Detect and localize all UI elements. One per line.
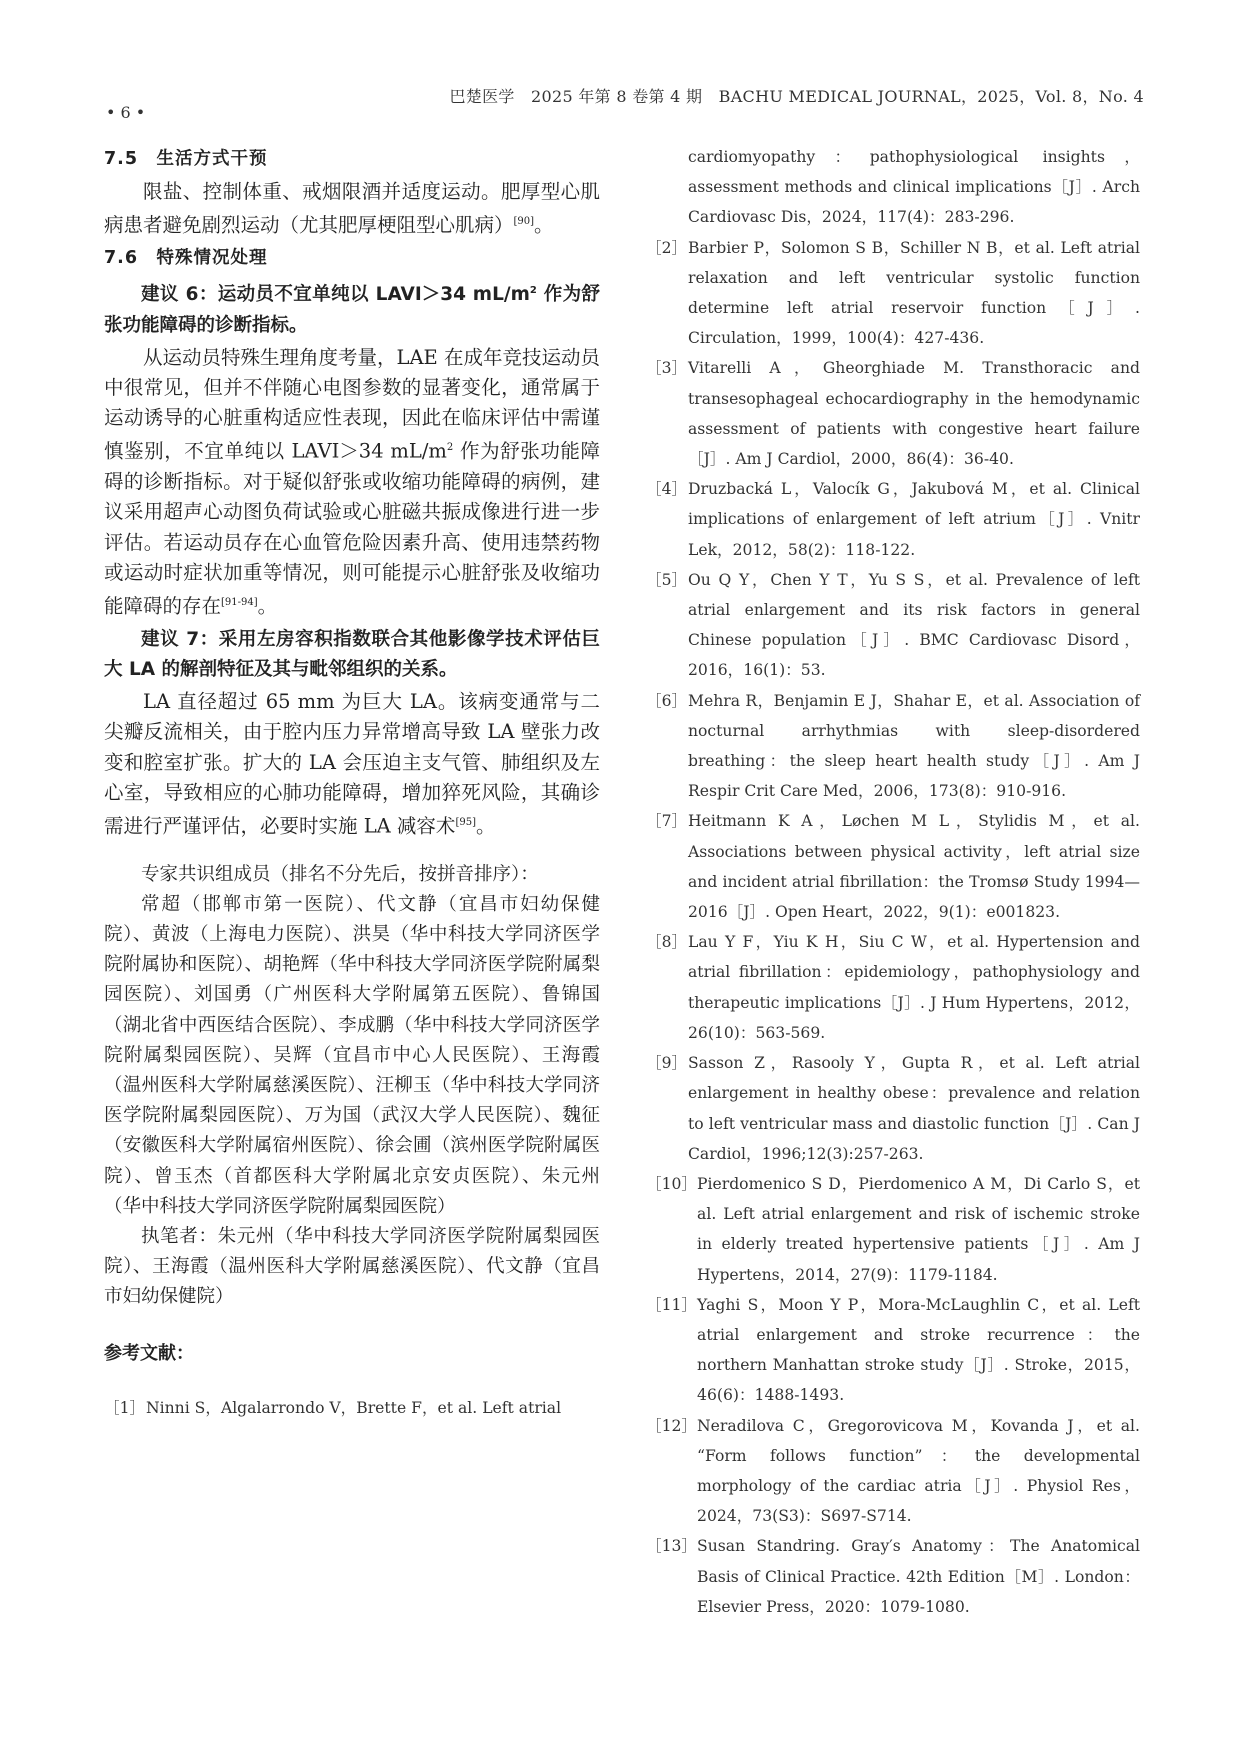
reference-item: [646, 1290, 1140, 1411]
experts-list: 常超（邯郸市第一医院）、代文静（宜昌市妇幼保健院）、黄波（上海电力医院）、洪昊（华中科技大学同济医学院附属协和医院）、胡艳辉（华中科技大学同济医学院附属梨园医院）、刘国勇（广州医科大学附属第五医院）、鲁锦国（湖北省中西医结合医院）、李成鹏（华中科技大学同济医学院附属梨园医院）、吴辉（宜昌市中心人民医院）、王海霞（温州医科大学附属慈溪医院）、汪柳玉（华中科技大学同济医学院附属梨园医院）、万为国（武汉大学人民医院）、魏征（安徽医科大学附属宿州医院）、徐会圃（滨州医学院附属医院）、曾玉杰（首都医科大学附属北京安贞医院）、朱元州（华中科技大学同济医学院附属梨园医院）: [104, 893, 600, 1217]
left-column: [104, 142, 600, 1423]
reference-number: [646, 142, 688, 233]
reference-text: Druzbacká L，Valocík G，Jakubová M，et al. Clinical implications of enlargement of left atrium［J］. Vnitr Lek，2012，58(2)：118-122.: [688, 480, 1140, 559]
reference-text: Neradilova C，Gregorovicova M，Kovanda J，et al. “Form follows function”：the developmental morphology of the cardiac atria［J］. Physiol Res，2024，73(S3)：S697-S714.: [697, 1416, 1140, 1526]
reference-text: Barbier P，Solomon S B，Schiller N B，et al. Left atrial relaxation and left ventricular systolic function determine left atrial reservoir function［J］. Circulation，1999，100(4)：427-436.: [688, 238, 1140, 348]
reference-number: ［7］: [646, 812, 688, 831]
reference-number: ［10］: [646, 1174, 698, 1193]
journal-header: 巴楚医学 2025 年第 8 卷第 4 期 BACHU MEDICAL JOURNAL，2025，Vol. 8，No. 4: [449, 87, 1144, 106]
reference-item: [646, 142, 1140, 233]
citation: [95]: [455, 816, 476, 828]
section-7-6-heading: 7.6 特殊情况处理: [104, 248, 268, 269]
reference-item: [646, 927, 1140, 1048]
reference-number: ［8］: [646, 933, 688, 952]
reference-text: Pierdomenico S D，Pierdomenico A M，Di Carlo S，et al. Left atrial enlargement and risk of ischemic stroke in elderly treated hypertensive patients［J］. Am J Hypertens，2014，27(9)：1179-1184.: [697, 1174, 1140, 1284]
reference-number: ［5］: [646, 570, 688, 589]
reference-item: [646, 474, 1140, 565]
reference-number: ［12］: [646, 1416, 698, 1435]
reference-item: [104, 1393, 600, 1423]
writers: 执笔者：朱元州（华中科技大学同济医学院附属梨园医院）、王海霞（温州医科大学附属慈溪医院）、代文静（宜昌市妇幼保健院）: [104, 1226, 600, 1308]
citation: [90]: [513, 216, 535, 228]
reference-text: Mehra R，Benjamin E J，Shahar E，et al. Association of nocturnal arrhythmias with sleep-disordered breathing：the sleep heart health study［J］. Am J Respir Crit Care Med，2006，173(8)：910-916.: [688, 691, 1140, 801]
paragraph-athletes-text-a: 从运动员特殊生理角度考量，LAE 在成年竞技运动员中很常见，但并不伴随心电图参数的显著变化，通常属于运动诱导的心脏重构适应性表现，因此在临床评估中需谨慎鉴别，不宜单纯以 LAVI＞34 mL/m: [104, 345, 600, 463]
reference-item: [646, 233, 1140, 354]
recommendation-7: 建议 7：采用左房容积指数联合其他影像学技术评估巨大 LA 的解剖特征及其与毗邻组织的关系。: [104, 628, 600, 680]
section-7-5-paragraph: [104, 177, 600, 241]
reference-item: [646, 806, 1140, 927]
reference-item: [646, 1531, 1140, 1622]
punctuation: 。: [534, 213, 554, 237]
paragraph-giant-la-text: LA 直径超过 65 mm 为巨大 LA。该病变通常与二尖瓣反流相关，由于腔内压力异常增高导致 LA 壁张力改变和腔室扩张。扩大的 LA 会压迫主支气管、肺组织及左心室，导致相应的心肺功能障碍，增加猝死风险，其确诊需进行严谨评估，必要时实施 LA 减容术: [104, 690, 600, 838]
reference-item: [646, 1411, 1140, 1532]
reference-item: [646, 565, 1140, 686]
reference-text: Susan Standring. Gray′s Anatomy：The Anatomical Basis of Clinical Practice. 42th Edition［M］. London：Elsevier Press，2020：1079-1080.: [697, 1537, 1140, 1616]
page-number: • 6 •: [106, 103, 146, 122]
punctuation: 。: [257, 594, 278, 618]
reference-text: Ninni S，Algalarrondo V，Brette F，et al. Left atrial: [146, 1398, 562, 1417]
reference-text: Heitmann K A，Løchen M L，Stylidis M，et al. Associations between physical activity，left atrial size and incident atrial fibrillation：the Tromsø Study 1994—2016［J］. Open Heart，2022，9(1)：e001823.: [688, 812, 1140, 922]
reference-text: Yaghi S，Moon Y P，Mora-McLaughlin C，et al. Left atrial enlargement and stroke recurrence：the northern Manhattan stroke study［J］. Stroke，2015，46(6)：1488-1493.: [697, 1295, 1140, 1405]
reference-number: ［6］: [646, 691, 688, 710]
reference-item: [646, 1048, 1140, 1169]
reference-number: ［13］: [646, 1537, 698, 1556]
reference-text: Ou Q Y，Chen Y T，Yu S S，et al. Prevalence of left atrial enlargement and its risk factors in general Chinese population［J］. BMC Cardiovasc Disord，2016，16(1)：53.: [688, 570, 1140, 680]
reference-number: ［4］: [646, 480, 688, 499]
section-7-5-text: 限盐、控制体重、戒烟限酒并适度运动。肥厚型心肌病患者避免剧烈运动（尤其肥厚梗阻型心肌病）: [104, 180, 600, 237]
recommendation-6: [104, 276, 600, 341]
paragraph-athletes: [104, 343, 600, 622]
reference-number: ［11］: [646, 1295, 698, 1314]
paragraph-athletes-text-b: 作为舒张功能障碍的诊断指标。对于疑似舒张或收缩功能障碍的病例，建议采用超声心动图负荷试验或心脏磁共振成像进行进一步评估。若运动员存在心血管危险因素升高、使用违禁药物或运动时症状加重等情况，则可能提示心脏舒张及收缩功能障碍的存在: [104, 439, 600, 618]
recommendation-6-text-b: 作为舒张功能障碍的诊断指标。: [104, 284, 600, 336]
right-column: [646, 142, 1140, 1622]
reference-number: ［3］: [646, 359, 688, 378]
paragraph-giant-la: [104, 687, 600, 842]
reference-text: cardiomyopathy：pathophysiological insights，assessment methods and clinical implications［J］. Arch Cardiovasc Dis，2024，117(4)：283-296.: [688, 148, 1140, 227]
citation: [91-94]: [221, 597, 258, 608]
references-heading: 参考文献：: [104, 1342, 194, 1364]
reference-text: Sasson Z，Rasooly Y，Gupta R，et al. Left atrial enlargement in healthy obese：prevalence and relation to left ventricular mass and diastolic function［J］. Can J Cardiol，1996;12(3):257-263.: [688, 1054, 1140, 1163]
reference-item: [646, 686, 1140, 807]
reference-text: Vitarelli A，Gheorghiade M. Transthoracic and transesophageal echocardiography in the hemodynamic assessment of patients with congestive heart failure［J］. Am J Cardiol，2000，86(4)：36-40.: [688, 359, 1140, 469]
superscript: 2: [529, 285, 537, 297]
reference-number: ［2］: [646, 238, 688, 257]
punctuation: 。: [475, 814, 496, 838]
recommendation-6-text-a: 建议 6：运动员不宜单纯以 LAVI＞34 mL/m: [141, 284, 530, 306]
experts-intro: 专家共识组成员（排名不分先后，按拼音排序）：: [141, 863, 539, 885]
reference-item: [646, 1169, 1140, 1290]
superscript: 2: [446, 442, 454, 454]
reference-number: ［9］: [646, 1054, 688, 1073]
reference-item: [646, 353, 1140, 474]
experts-section: [104, 860, 600, 1313]
section-7-5-heading: 7.5 生活方式干预: [104, 149, 268, 169]
reference-number: ［1］: [104, 1398, 146, 1417]
reference-text: Lau Y F，Yiu K H，Siu C W，et al. Hypertension and atrial fibrillation：epidemiology，pathophysiology and therapeutic implications［J］. J Hum Hypertens，2012，26(10)：563-569.: [688, 933, 1140, 1042]
